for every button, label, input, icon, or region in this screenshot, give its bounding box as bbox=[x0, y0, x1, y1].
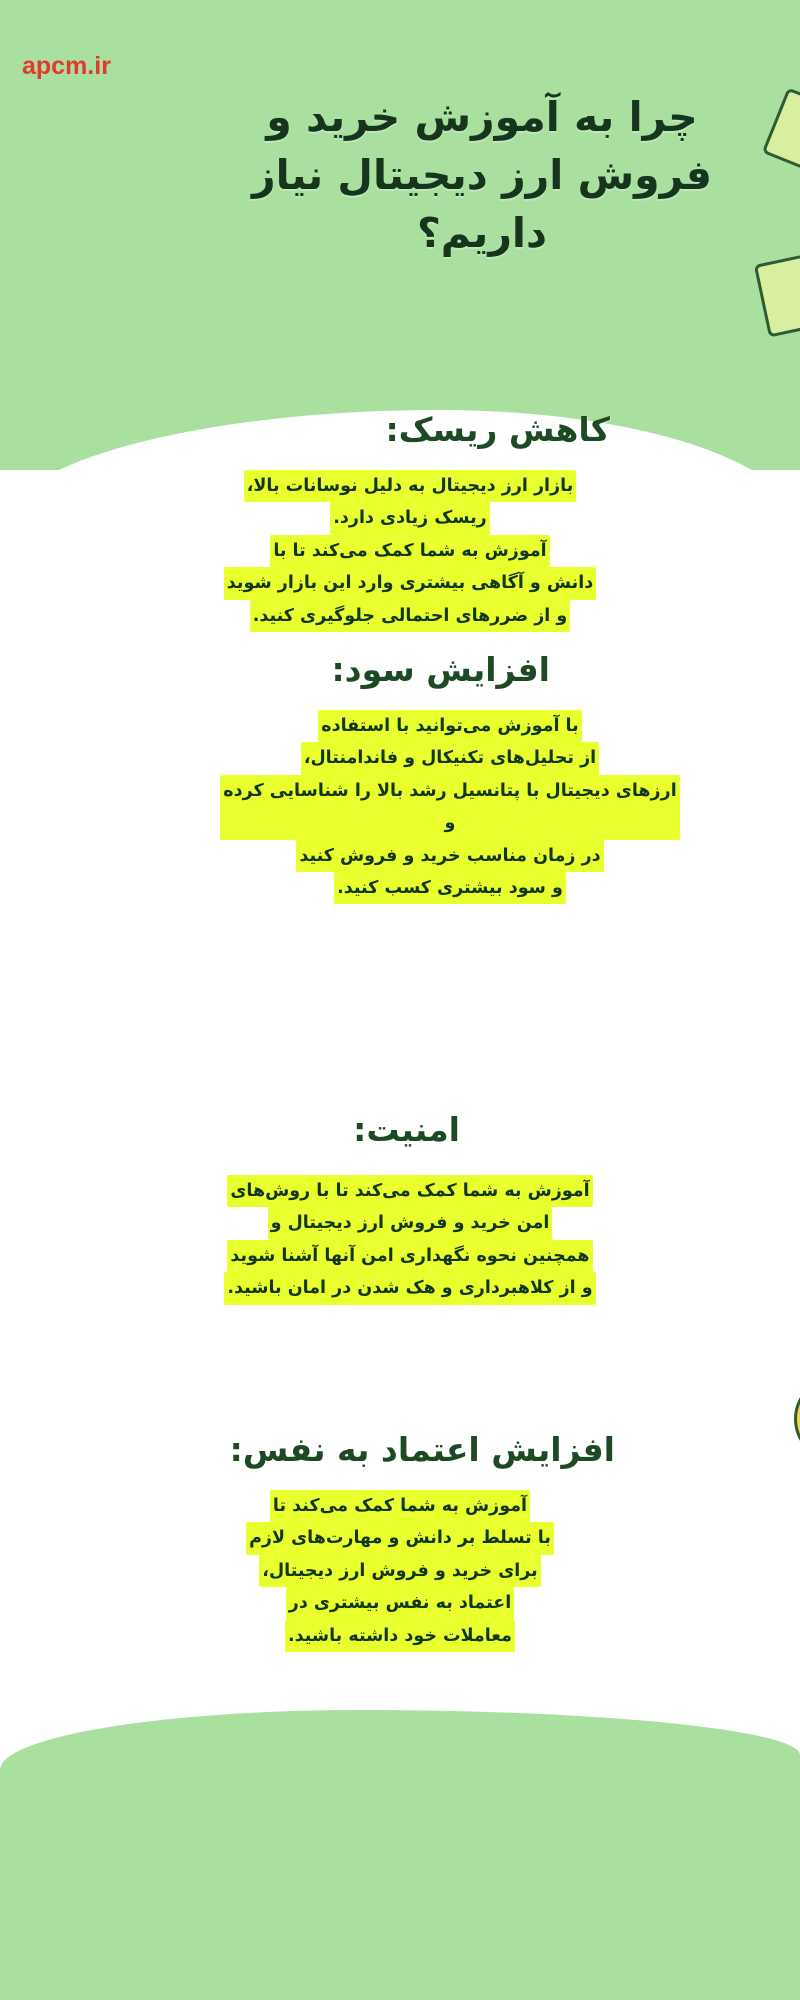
body-line: در زمان مناسب خرید و فروش کنید bbox=[296, 840, 603, 872]
body-line: از تحلیل‌های تکنیکال و فاندامنتال، bbox=[301, 742, 599, 774]
section-body-3 bbox=[190, 1175, 630, 1305]
body-line: اعتماد به نفس بیشتری در bbox=[286, 1587, 514, 1619]
body-line: و سود بیشتری کسب کنید. bbox=[334, 872, 566, 904]
section-body-1 bbox=[200, 470, 620, 632]
coin-icon bbox=[794, 1376, 800, 1462]
body-line: معاملات خود داشته باشید. bbox=[285, 1620, 515, 1652]
section-body-4 bbox=[190, 1490, 610, 1652]
banknote-icon bbox=[762, 87, 800, 202]
body-line: آموزش به شما کمک می‌کند تا با bbox=[270, 535, 549, 567]
body-line: همچنین نحوه نگهداری امن آنها آشنا شوید bbox=[227, 1240, 592, 1272]
site-logo[interactable]: apcm.ir bbox=[22, 52, 111, 80]
body-line: با آموزش می‌توانید با استفاده bbox=[318, 710, 581, 742]
section-heading-2: افزایش سود: bbox=[331, 650, 550, 689]
section-heading-4: افزایش اعتماد به نفس: bbox=[229, 1430, 615, 1469]
body-line: و از ضررهای احتمالی جلوگیری کنید. bbox=[250, 600, 571, 632]
body-line: آموزش به شما کمک می‌کند تا bbox=[270, 1490, 530, 1522]
body-line: و از کلاهبرداری و هک شدن در امان باشید. bbox=[224, 1272, 595, 1304]
body-line: با تسلط بر دانش و مهارت‌های لازم bbox=[246, 1522, 554, 1554]
bottom-green-banner bbox=[0, 1710, 800, 2000]
body-line: دانش و آگاهی بیشتری وارد این بازار شوید bbox=[224, 567, 596, 599]
page-title: چرا به آموزش خرید و فروش ارز دیجیتال نیاز داریم؟ bbox=[251, 93, 713, 258]
body-line: بازار ارز دیجیتال به دلیل نوسانات بالا، bbox=[244, 470, 577, 502]
body-line: برای خرید و فروش ارز دیجیتال، bbox=[259, 1555, 540, 1587]
body-line: ارزهای دیجیتال با پتانسیل رشد بالا را شناسایی کرده و bbox=[220, 775, 680, 840]
body-line: ریسک زیادی دارد. bbox=[330, 502, 489, 534]
section-body-2 bbox=[220, 710, 680, 904]
section-heading-1: کاهش ریسک: bbox=[385, 410, 610, 449]
section-heading-3: امنیت: bbox=[353, 1110, 460, 1149]
body-line: امن خرید و فروش ارز دیجیتال و bbox=[268, 1207, 553, 1239]
body-line: آموزش به شما کمک می‌کند تا با روش‌های bbox=[227, 1175, 592, 1207]
